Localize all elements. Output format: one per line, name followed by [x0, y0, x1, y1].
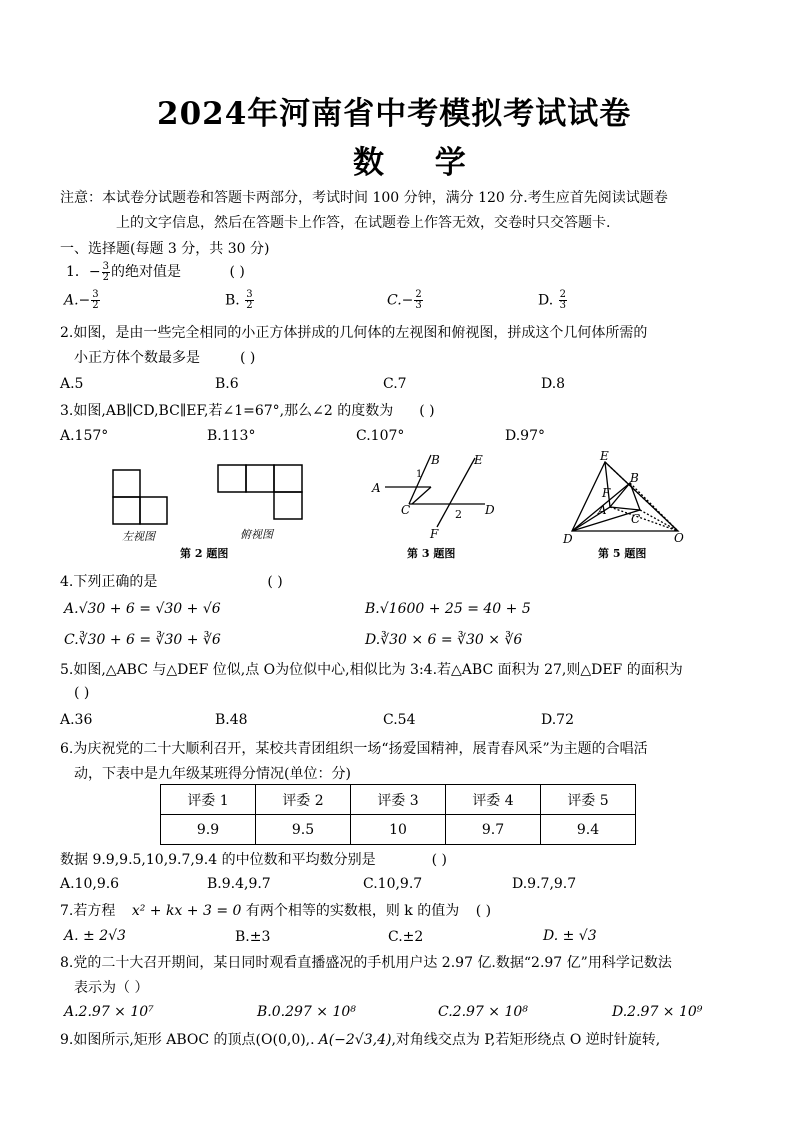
svg-text:F: F [430, 527, 439, 541]
q2-option-d[interactable]: D.8 [541, 376, 566, 392]
fig5-caption: 第 5 题图 [598, 547, 647, 560]
q4-option-b[interactable]: B.√1600 + 25 = 40 + 5 [365, 601, 531, 617]
question-6-line-1: 6.为庆祝党的二十大顺利召开，某校共青团组织一场“扬爱国精神，展青春风采”为主题的合唱活 [60, 741, 648, 757]
svg-text:D: D [485, 503, 495, 517]
q7-option-a[interactable]: A. ± 2√3 [64, 928, 126, 944]
svg-text:O: O [674, 531, 684, 545]
figures-row [100, 450, 700, 565]
fig2-caption: 第 2 题图 [180, 547, 229, 560]
question-6-ask: 数据 9.9,9.5,10,9.7,9.4 的中位数和平均数分别是 ( ) [60, 852, 447, 868]
q8-option-d[interactable]: D.2.97 × 10⁹ [612, 1004, 703, 1020]
svg-text:C: C [631, 512, 641, 526]
svg-text:D: D [563, 532, 573, 546]
q1-option-d[interactable]: D. $\frac{2}{3}$ [538, 289, 567, 311]
table-cell: 评委 5 [541, 785, 636, 815]
question-8-line-1: 8.党的二十大召开期间，某日同时观看直播盛况的手机用户达 2.97 亿.数据“2.97 亿”用科学记数法 [60, 955, 672, 971]
svg-text:A: A [598, 503, 607, 517]
q2-option-c[interactable]: C.7 [383, 376, 407, 392]
q7-option-d[interactable]: D. ± √3 [543, 928, 597, 944]
q6-option-d[interactable]: D.9.7,9.7 [512, 876, 577, 892]
q5-option-c[interactable]: C.54 [383, 712, 416, 728]
q1-option-c[interactable]: C.− $\frac{2}{3}$ [387, 289, 422, 311]
notice-line-1: 注意：本试卷分试题卷和答题卡两部分，考试时间 100 分钟，满分 120 分.考生应首先阅读试题卷 [60, 190, 668, 206]
table-cell: 评委 2 [256, 785, 351, 815]
svg-text:B: B [630, 471, 639, 485]
question-4: 4.下列正确的是 ( ) [60, 574, 283, 590]
question-7: 7.若方程 x² + kx + 3 = 0 有两个相等的实数根，则 k 的值为 ( ) [60, 903, 492, 919]
table-cell: 9.4 [541, 815, 636, 845]
q5-option-a[interactable]: A.36 [60, 712, 93, 728]
q4-option-a[interactable]: A.√30 + 6 = √30 + √6 [64, 601, 221, 617]
question-9: 9.如图所示,矩形 ABOC 的顶点(O(0,0),. A(−2√3,4),对角线交点为 P,若矩形绕点 O 逆时针旋转, [60, 1032, 661, 1048]
question-3: 3.如图,AB∥CD,BC∥EF,若∠1=67°,那么∠2 的度数为 ( ) [60, 403, 435, 419]
svg-text:F: F [602, 486, 611, 500]
exam-title: 2024年河南省中考模拟考试试卷 [157, 96, 632, 132]
q7-option-b[interactable]: B.±3 [235, 929, 271, 945]
fig5-diagram [572, 462, 678, 531]
table-cell: 评委 4 [446, 785, 541, 815]
answer-bracket: ( ) [229, 264, 245, 280]
q7-option-c[interactable]: C.±2 [388, 929, 424, 945]
q1-option-b[interactable]: B. $\frac{3}{2}$ [225, 289, 253, 311]
svg-text:1: 1 [416, 469, 423, 480]
svg-text:A: A [372, 481, 381, 495]
svg-text:E: E [600, 450, 609, 463]
fig2-top-view [218, 465, 302, 519]
q6-option-a[interactable]: A.10,9.6 [60, 876, 120, 892]
score-table [160, 784, 636, 845]
q3-option-c[interactable]: C.107° [356, 428, 405, 444]
svg-text:2: 2 [455, 508, 462, 521]
question-5-bracket: ( ) [74, 685, 90, 701]
q3-option-d[interactable]: D.97° [505, 428, 545, 444]
q4-option-c[interactable]: C.∛30 + 6 = ∛30 + ∛6 [64, 632, 221, 648]
point-a-coordinate: A(−2√3,4) [318, 1032, 392, 1048]
q6-option-b[interactable]: B.9.4,9.7 [207, 876, 271, 892]
fig3-caption: 第 3 题图 [407, 547, 456, 560]
svg-text:B: B [431, 453, 440, 467]
q6-option-c[interactable]: C.10,9.7 [363, 876, 423, 892]
equation: x² + kx + 3 = 0 [131, 903, 242, 919]
fig2-top-label: 俯视图 [240, 528, 273, 541]
table-cell: 10 [351, 815, 446, 845]
q3-option-b[interactable]: B.113° [207, 428, 256, 444]
svg-text:E: E [474, 453, 483, 467]
svg-text:C: C [401, 503, 411, 517]
q2-option-b[interactable]: B.6 [215, 376, 239, 392]
question-2-line-1: 2.如图，是由一些完全相同的小正方体拼成的几何体的左视图和俯视图，拼成这个几何体所需的 [60, 325, 648, 341]
section-heading: 一、选择题(每题 3 分，共 30 分) [60, 241, 270, 257]
fraction: $\frac{3}{2}$ [102, 260, 110, 283]
q2-option-a[interactable]: A.5 [60, 376, 84, 392]
table-cell: 9.9 [161, 815, 256, 845]
table-cell: 9.7 [446, 815, 541, 845]
question-5: 5.如图,△ABC 与△DEF 位似,点 O为位似中心,相似比为 3:4.若△ABC 面积为 27,则△DEF 的面积为 [60, 662, 683, 678]
q5-option-b[interactable]: B.48 [215, 712, 248, 728]
q8-option-a[interactable]: A.2.97 × 10⁷ [64, 1004, 154, 1020]
fig2-left-label: 左视图 [122, 530, 155, 543]
notice-line-2: 上的文字信息，然后在答题卡上作答，在试题卷上作答无效，交卷时只交答题卡. [116, 215, 611, 231]
q3-option-a[interactable]: A.157° [60, 428, 109, 444]
question-8-line-2: 表示为（ ） [74, 980, 149, 996]
table-cell: 评委 3 [351, 785, 446, 815]
question-6-line-2: 动，下表中是九年级某班得分情况(单位：分) [74, 766, 351, 782]
table-cell: 9.5 [256, 815, 351, 845]
q1-option-a[interactable]: A.− $\frac{3}{2}$ [64, 289, 99, 311]
q8-option-c[interactable]: C.2.97 × 10⁸ [438, 1004, 528, 1020]
q4-option-d[interactable]: D.∛30 × 6 = ∛30 × ∛6 [365, 632, 523, 648]
q5-option-d[interactable]: D.72 [541, 712, 574, 728]
score-table-header [161, 785, 636, 815]
score-table-row [161, 815, 636, 845]
question-2-line-2: 小正方体个数最多是 ( ) [74, 350, 256, 366]
subject-title: 数 学 [353, 145, 486, 181]
table-cell: 评委 1 [161, 785, 256, 815]
fig2-left-view [113, 470, 167, 524]
question-1: 1．− $\frac{3}{2}$ 的绝对值是 ( ) [66, 260, 245, 283]
q8-option-b[interactable]: B.0.297 × 10⁸ [257, 1004, 356, 1020]
